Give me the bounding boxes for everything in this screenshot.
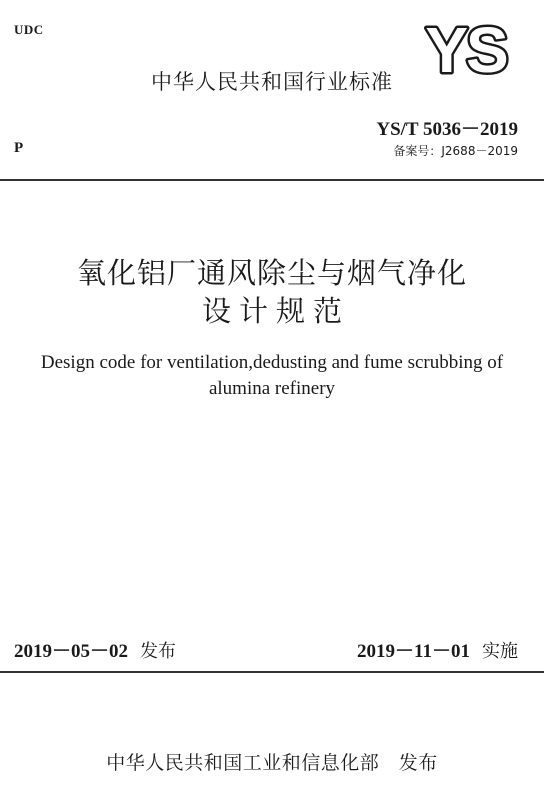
bottom-divider (0, 671, 544, 673)
udc-label: UDC (14, 22, 44, 37)
chinese-title (0, 254, 544, 330)
english-title (0, 350, 544, 402)
chinese-title-line-1: 氧化铝厂通风除尘与烟气净化 (76, 256, 467, 290)
issue-label: 发布 (140, 641, 177, 662)
issue-date (14, 636, 176, 663)
publisher: 中华人民共和国工业和信息化部 发布 (106, 752, 438, 774)
chinese-title-line-2: 设计规范 (201, 294, 350, 328)
implementation-label: 实施 (482, 641, 518, 662)
record-number: 备案号：J2688－2019 (393, 144, 518, 158)
implementation-date-value: 2019－11－01 (357, 641, 470, 662)
industry-standard-heading: 中华人民共和国行业标准 (151, 70, 393, 94)
implementation-date (357, 636, 518, 663)
svg-text:YS: YS (425, 20, 507, 80)
issue-date-value: 2019－05－02 (14, 641, 129, 662)
english-title-line-1: Design code for ventilation,dedusting and fume scrubbing of (40, 352, 504, 373)
classification-code: P (14, 140, 24, 156)
top-divider (0, 179, 544, 181)
standard-number: YS/T 5036－2019 (376, 119, 518, 140)
english-title-line-2: alumina refinery (208, 378, 336, 399)
